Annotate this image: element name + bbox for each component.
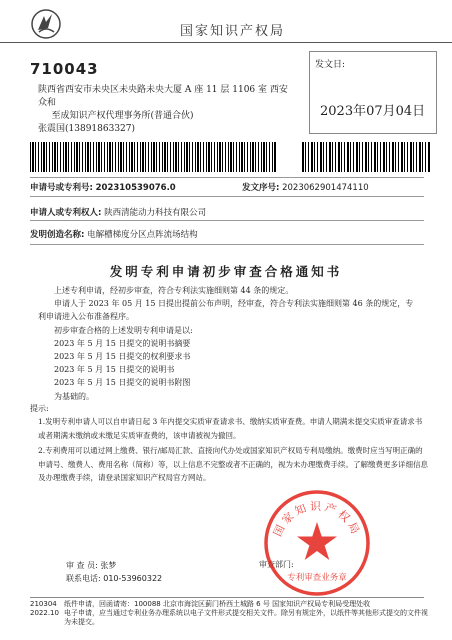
notice-paragraph: 初步审查合格的上述发明专利申请是以: <box>54 325 193 335</box>
divider <box>30 220 424 221</box>
notice-paragraph: 上述专利申请，经初步审查，符合专利法实施细则第 44 条的规定。 <box>54 286 294 295</box>
barcode <box>30 142 276 172</box>
office-name: 国家知识产权局 <box>180 24 286 39</box>
divider <box>30 196 424 197</box>
header-divider <box>0 42 452 43</box>
recipient-postcode: 710043 <box>30 60 99 78</box>
footer-divider <box>30 597 424 598</box>
footer-note: 电子申请，应当通过专利业务办理系统以电子文件形式提交相关文件。除另有规定外，以纸件等其他形式提交的文件视为未提交。 <box>64 609 428 626</box>
examiner-label: 审 查 员: <box>66 561 98 570</box>
barcode <box>302 142 430 172</box>
application-number-row <box>30 181 176 193</box>
divider <box>30 244 424 245</box>
applicant-value: 陕西清能动力科技有限公司 <box>104 208 207 218</box>
examiner-name: 张梦 <box>100 561 117 570</box>
hints-label: 提示: <box>30 404 49 413</box>
notice-body <box>38 284 418 403</box>
form-code: 2022.10 <box>30 609 59 617</box>
notice-paragraph: 申请人于 2023 年 05 月 15 日提出提前公布声明，经审查，符合专利法实施细则第 46 条的规定，专利申请进入公布准备程序。 <box>38 299 414 322</box>
notice-title: 发明专利申请初步审查合格通知书 <box>109 264 343 279</box>
seal-bottom-text: 专利审查业务章 <box>287 573 347 583</box>
dispatch-date-box <box>309 51 437 134</box>
phone-label: 联系电话: <box>66 574 101 583</box>
footer-notes <box>64 600 434 627</box>
recipient-address <box>38 84 288 136</box>
cnipa-emblem-icon <box>30 8 62 40</box>
serial-number-value: 2023062901474110 <box>282 183 369 193</box>
examination-dept-label: 审查部门: <box>259 560 294 569</box>
application-number-label: 申请号或专利号: <box>30 183 93 193</box>
applicant-row <box>30 206 206 218</box>
address-line: 陕西省西安市未央区未央路未央大厦 A 座 11 层 1106 室 西安众和 <box>38 85 288 108</box>
phone-value: 010-53960322 <box>103 574 163 583</box>
form-codes <box>30 600 59 618</box>
seal-top-text: 国家知识产权局 <box>270 500 364 539</box>
examiner-info <box>66 559 162 585</box>
invention-row <box>30 228 198 240</box>
document-item: 2023 年 5 月 15 日提交的说明书附图 <box>54 378 191 388</box>
application-number-value: 202310539076.0 <box>95 183 176 193</box>
form-code: 210304 <box>30 600 57 608</box>
document-item: 2023 年 5 月 15 日提交的说明书 <box>54 365 175 375</box>
document-item: 2023 年 5 月 15 日提交的权利要求书 <box>54 352 191 362</box>
hints-list <box>38 415 428 487</box>
invention-value: 电解槽梯度分区点阵流场结构 <box>87 230 198 240</box>
address-line: 至成知识产权代理事务所(普通合伙) <box>51 111 194 121</box>
divider <box>30 177 424 178</box>
invention-label: 发明创造名称: <box>30 230 85 240</box>
document-item: 2023 年 5 月 15 日提交的说明书摘要 <box>54 338 191 348</box>
hint-item: 2.专利费用可以通过网上缴费、银行/邮局汇款、直接向代办处或国家知识产权局专利局缴纳。缴费时应当写明正确的申请号、缴费人、费用名称（简称）等，以上信息不完整或者不正确的，视为未办理缴费手续。了解缴费更多详细信息及办理缴费手续，请登录国家知识产权局官方网站。 <box>38 446 428 482</box>
address-line: 张震国(13891863327) <box>38 124 136 134</box>
hint-item: 1.发明专利申请人可以自申请日起 3 年内提交实质审查请求书、缴纳实质审查费。申请人期满未提交实质审查请求书或者期满未缴纳或未缴足实质审查费的，该申请被视为撤回。 <box>38 417 423 440</box>
serial-number-label: 发文序号: <box>242 183 280 193</box>
dispatch-date: 2023年07月04日 <box>320 104 426 119</box>
serial-number-row <box>242 181 369 193</box>
dispatch-label: 发文日: <box>315 60 346 70</box>
applicant-label: 申请人或专利权人: <box>30 208 102 218</box>
official-seal-stamp <box>262 488 372 598</box>
notice-closing: 为基础的。 <box>54 391 94 401</box>
footer-note: 纸件申请，回函请寄：100088 北京市海淀区蓟门桥西土城路 6 号 国家知识产权局专利局受理处收 <box>64 600 371 608</box>
